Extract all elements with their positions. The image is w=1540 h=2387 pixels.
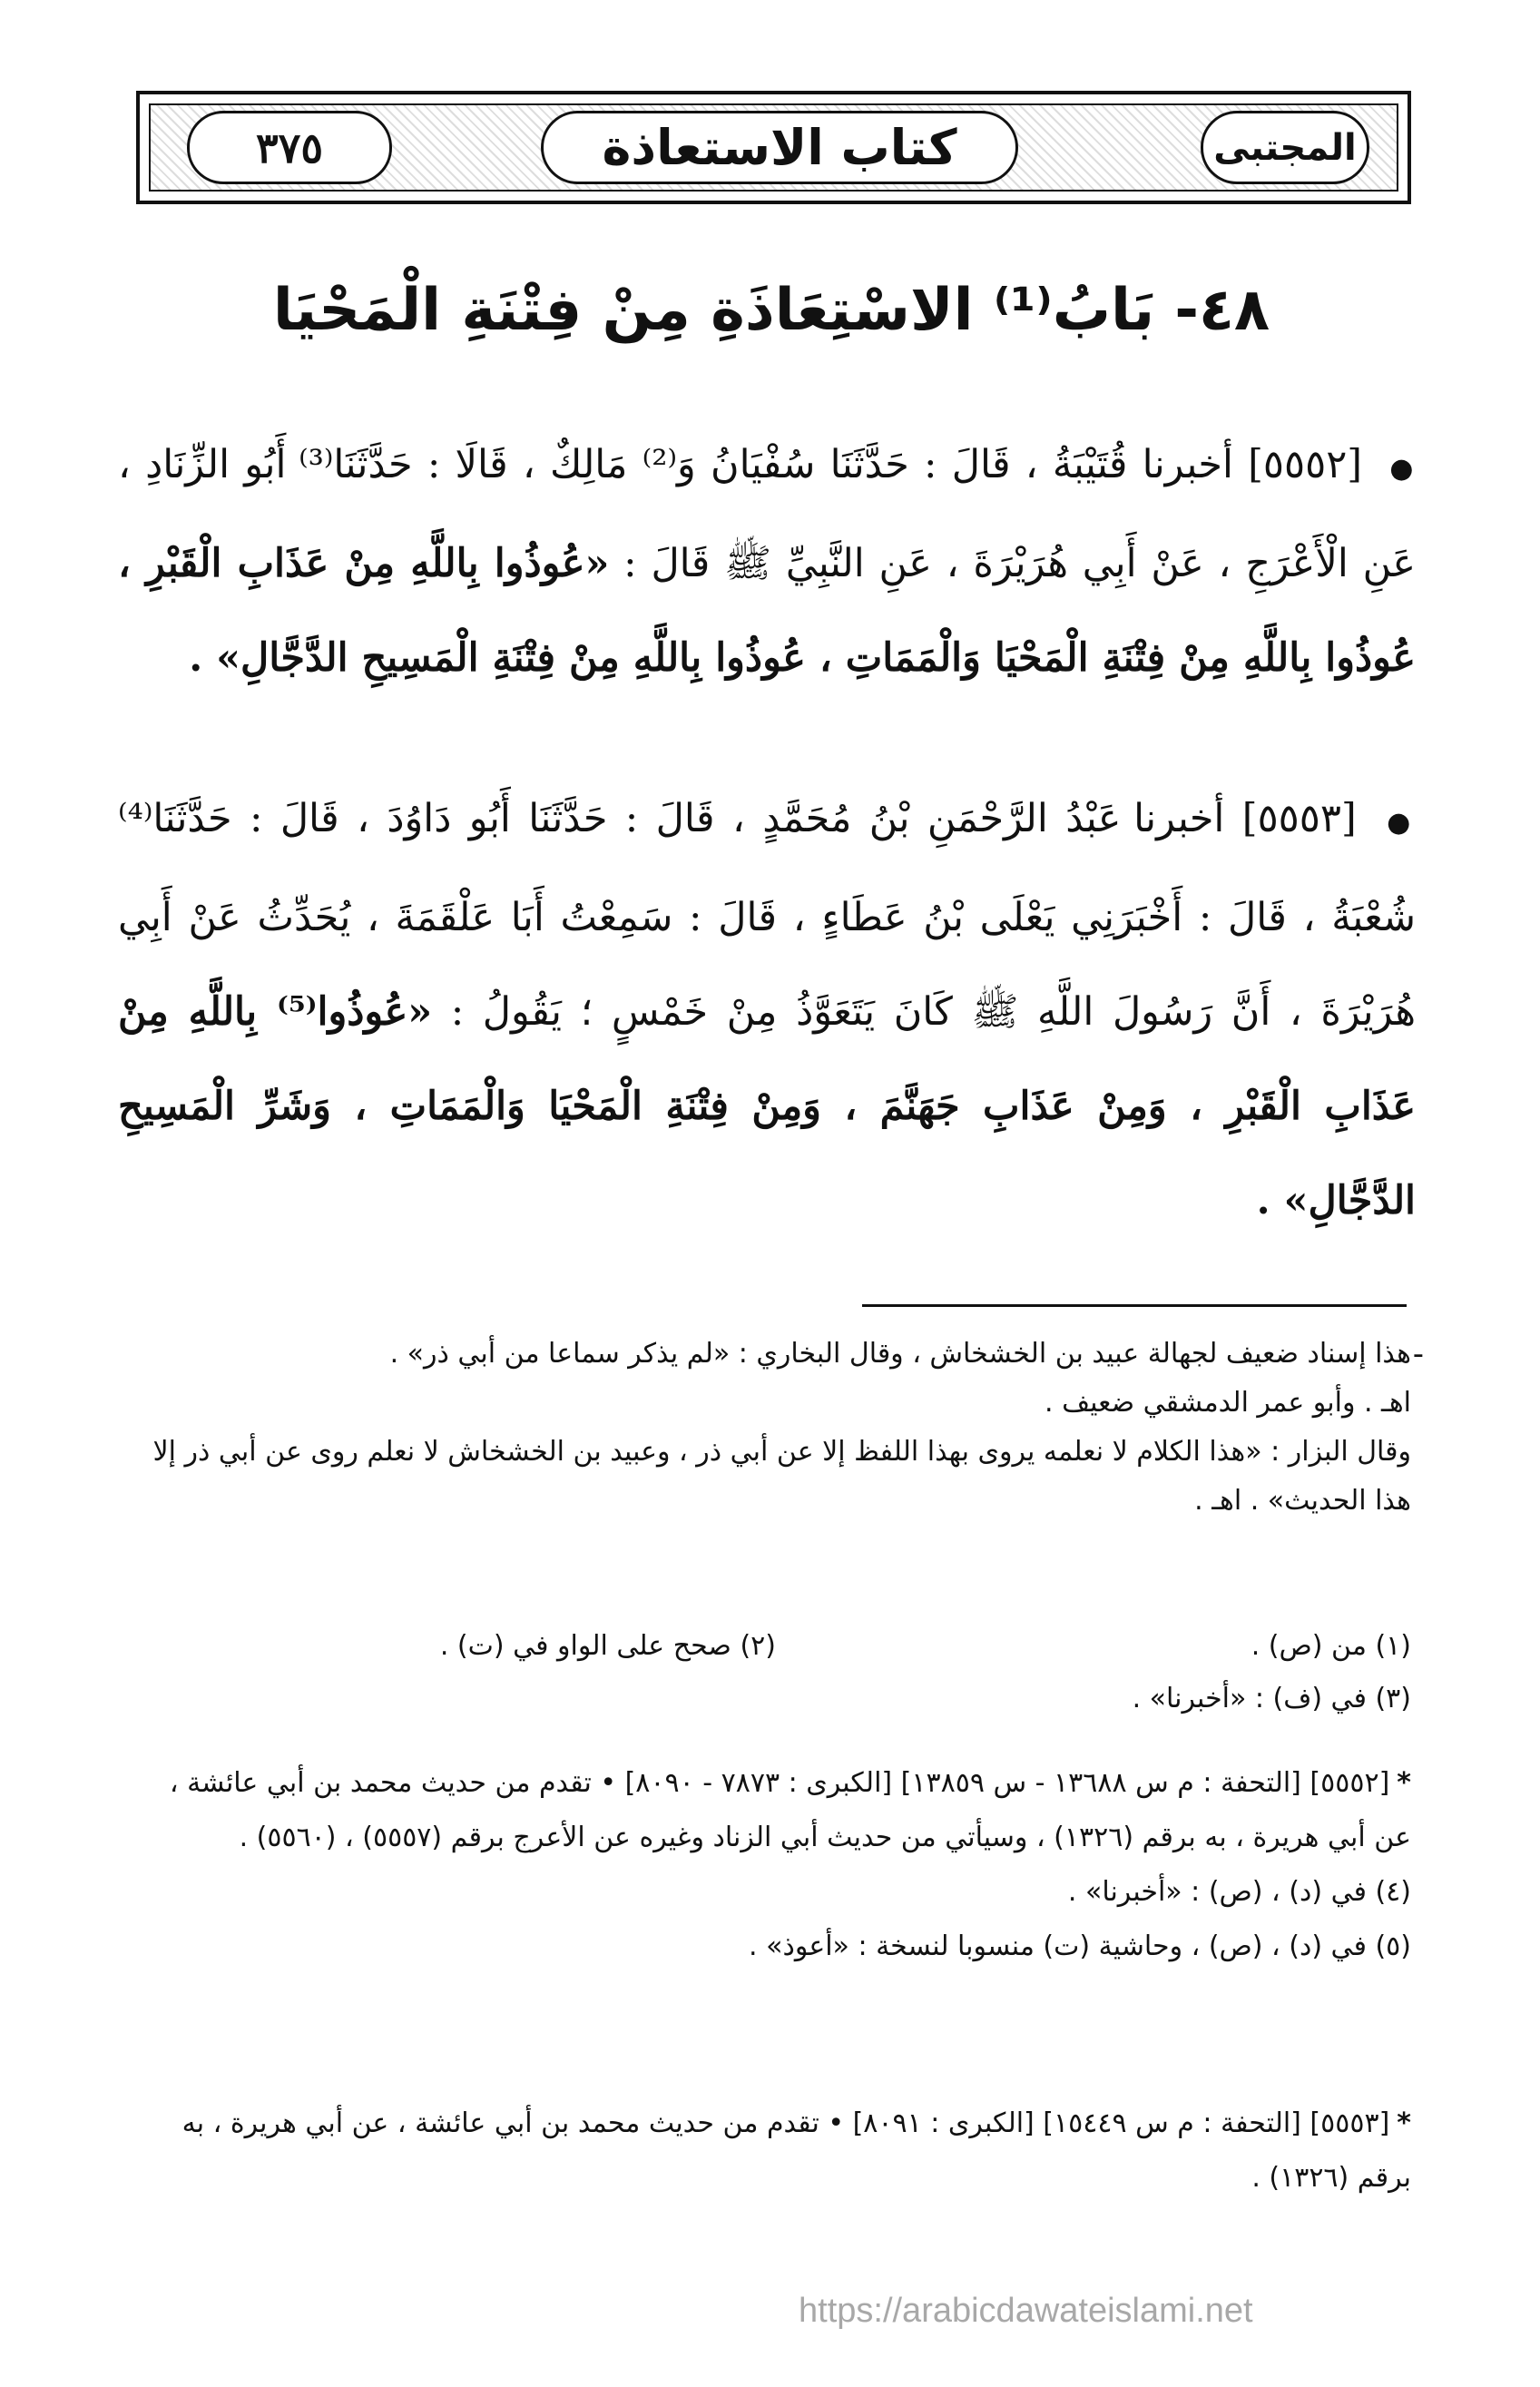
footnote-line: هذا إسناد ضعيف لجهالة عبيد بن الخشخاش ، وقال البخاري : «لم يذكر سماعا من أبي ذر» . xyxy=(389,1338,1411,1370)
hadith-matn: «عُوذُوا بِاللَّهِ مِنْ عَذَابِ الْقَبْرِ ، عُوذُوا بِاللَّهِ مِنْ فِتْنَةِ الْمَحْيَا وَالْمَمَاتِ ، عُوذُوا بِاللَّهِ مِنْ فِتْنَةِ الْمَسِيحِ الدَّجَّالِ» . xyxy=(118,541,1416,681)
hadith-entry xyxy=(118,417,1416,705)
footnote-1: (١) من (ص) . xyxy=(1251,1630,1411,1662)
continuation-dash: - xyxy=(1412,1336,1424,1372)
takhrij-note xyxy=(132,2097,1411,2205)
hadith-isnad: أخبرنا عَبْدُ الرَّحْمَنِ بْنُ مُحَمَّدٍ ، قَالَ : حَدَّثَنَا أَبُو دَاوُدَ ، قَالَ : حَدَّثَنَا⁽⁴⁾ شُعْبَةُ ، قَالَ : أَخْبَرَنِي يَعْلَى بْنُ عَطَاءٍ ، قَالَ : سَمِعْتُ أَبَا عَلْقَمَةَ ، يُحَدِّثُ عَنْ أَبِي هُرَيْرَةَ ، أَنَّ رَسُولَ اللَّهِ ﷺ كَانَ يَتَعَوَّذُ مِنْ خَمْسٍ ؛ يَقُولُ : xyxy=(118,796,1417,1035)
hadith-entry xyxy=(118,771,1416,1248)
takhrij-text: [٥٥٥٢] [التحفة : م س ١٣٦٨٨ - س ١٣٨٥٩] [الكبرى : ٧٨٧٣ - ٨٠٩٠] • تقدم من حديث محمد بن أبي عائشة ، عن أبي هريرة ، به برقم (١٣٢٦) ، وسيأتي من حديث أبي الزناد وغيره عن الأعرج برقم (٥٥٥٧) ، (٥٥٦٠) . xyxy=(169,1767,1411,1853)
hadith-number: [٥٥٥٢] xyxy=(1248,442,1363,487)
footnote-3: (٣) في (ف) : «أخبرنا» . xyxy=(1132,1683,1411,1714)
section-title: كتاب الاستعاذة xyxy=(602,119,957,176)
footnote-line: وقال البزار : «هذا الكلام لا نعلمه يروى بهذا اللفظ إلا عن أبي ذر ، وعبيد بن الخشخاش لا نعلم روى عن أبي ذر إلا هذا الحديث» . اهـ . xyxy=(152,1436,1411,1517)
book-title-cartouche xyxy=(1201,111,1369,184)
star-icon: * xyxy=(1397,1767,1411,1799)
section-title-cartouche xyxy=(541,111,1018,184)
takhrij-note xyxy=(132,1756,1411,1974)
running-header xyxy=(136,91,1411,204)
bullet-icon: ● xyxy=(1387,807,1417,839)
footnote-continuation xyxy=(132,1330,1424,1526)
chapter-title: ٤٨- بَابُ⁽¹⁾ الاسْتِعَاذَةِ مِنْ فِتْنَةِ الْمَحْيَا xyxy=(272,277,1270,344)
footnote-5: (٥) في (د) ، (ص) ، وحاشية (ت) منسوبا لنسخة : «أعوذ» . xyxy=(749,1930,1411,1962)
watermark-url: https://arabicdawateislami.net xyxy=(799,2292,1253,2330)
footnote-line: اهـ . وأبو عمر الدمشقي ضعيف . xyxy=(1045,1387,1411,1419)
footnote-separator xyxy=(862,1304,1407,1307)
star-icon: * xyxy=(1397,2107,1411,2139)
hadith-matn: «عُوذُوا⁽⁵⁾ بِاللَّهِ مِنْ عَذَابِ الْقَبْرِ ، وَمِنْ عَذَابِ جَهَنَّمَ ، وَمِنْ فِتْنَةِ الْمَحْيَا وَالْمَمَاتِ ، وَشَرِّ الْمَسِيحِ الدَّجَّالِ» . xyxy=(118,989,1416,1223)
page-number: ٣٧٥ xyxy=(255,123,324,172)
page-number-cartouche xyxy=(187,111,392,184)
hadith-number: [٥٥٥٣] xyxy=(1241,796,1357,841)
takhrij-text: [٥٥٥٣] [التحفة : م س ١٥٤٤٩] [الكبرى : ٨٠٩١] • تقدم من حديث محمد بن أبي عائشة ، عن أبي هريرة ، به برقم (١٣٢٦) . xyxy=(181,2107,1411,2194)
footnote-2: (٢) صحح على الواو في (ت) . xyxy=(439,1630,776,1662)
header-ornament xyxy=(149,103,1398,192)
hadith-isnad: أخبرنا قُتَيْبَةُ ، قَالَ : حَدَّثَنَا سُفْيَانُ وَ⁽²⁾ مَالِكٌ ، قَالَا : حَدَّثَنَا⁽³⁾ أَبُو الزِّنَادِ ، عَنِ الْأَعْرَجِ ، عَنْ أَبِي هُرَيْرَةَ ، عَنِ النَّبِيِّ ﷺ قَالَ : xyxy=(118,442,1416,586)
bullet-icon: ● xyxy=(1389,453,1416,485)
book-title: المجتبى xyxy=(1213,126,1357,169)
footnote-4: (٤) في (د) ، (ص) : «أخبرنا» . xyxy=(1067,1876,1411,1908)
footnote-notes xyxy=(132,1620,1411,1725)
